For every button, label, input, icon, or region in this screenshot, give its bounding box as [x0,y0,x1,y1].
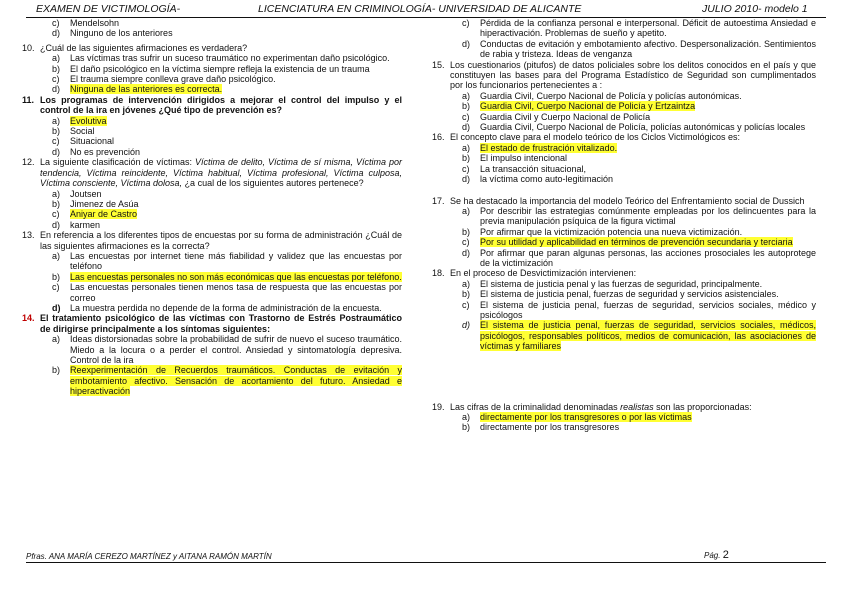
question-11: 11. Los programas de intervención dirigidos a mejorar el control del impulso y el control de la ira en jóvenes ¿Qué tipo de prevención es? [22,94,402,116]
option: d) la víctima como auto-legitimación [462,174,614,185]
option-highlighted: a) El estado de frustración vitalizado. [462,142,618,153]
option: b) El impulso intencional [462,153,568,164]
footer-authors: Pfras. ANA MARÍA CEREZO MARTÍNEZ y AITANA RAMÓN MARTÍN [26,552,272,561]
page-number: Pág. 2 [704,549,729,561]
option: b) Por afirmar que la victimización potencia una nueva victimización. [462,226,743,237]
option: c) Guardia Civil y Cuerpo Nacional de Policía [462,111,651,122]
degree-title: LICENCIATURA EN CRIMINOLOGÍA- UNIVERSIDAD DE ALICANTE [258,3,582,15]
option-highlighted: d) Ninguna de las anteriores es correcta. [52,84,223,95]
option: c) La transacción situacional, [462,163,587,174]
option: d) karmen [52,219,101,230]
option: b) directamente por los transgresores [462,422,620,433]
option: a) Guardia Civil, Cuerpo Nacional de Policía y policías autonómicas. [462,90,742,101]
option: a) Por describir las estrategias comúnmente empleadas por los delincuentes para la previa manipulación psíquica de la figura victimal [462,205,816,227]
option: d) Por afirmar que paran algunas personas, las acciones prosociales les autoprotege de la victimización [462,247,816,268]
question-12: 12. La siguiente clasificación de víctimas: Víctima de delito, Víctima de sí misma, Víctima por tendencia, Víctima reincidente, Víctima habitual, Víctima profesional, Víctima culposa, Víctima consciente, Víctima dolosa, ¿a cual de los siguientes autores pertenece? [22,157,402,189]
question-14: 14. El tratamiento psicológico de las víctimas con Trastorno de Estrés Postraumático de dirigirse principalmente a los síntomas siguientes: [22,313,402,334]
option: a) Las encuestas por internet tiene más fiabilidad y validez que las encuestas por teléfono [52,250,402,272]
option: d) Conductas de evitación y embotamiento afectivo. Despersonalización. Sentimientos de rabia y tristeza. Ideas de venganza [462,38,816,60]
option-highlighted: b) Guardia Civil, Cuerpo Nacional de Policía y Ertzaintza [462,101,696,112]
right-column [432,18,816,433]
option-highlighted: b) Reexperimentación de Recuerdos traumáticos. Conductas de evitación y embotamiento afectivo. Sensación de acortamiento del futuro. Ansiedad e hiperactivación [52,365,402,397]
option: d) La muestra perdida no depende de la forma de administración de la encuesta. [52,302,382,313]
option: d) Guardia Civil, Cuerpo Nacional de Policía, policías autonómicas y policías locales [462,122,806,133]
question-17: 17. Se ha destacado la importancia del modelo Teórico del Enfrentamiento social de Dussich [432,195,805,206]
exam-date: JULIO 2010- modelo 1 [702,3,808,15]
option: b) El sistema de justicia penal, fuerzas de seguridad y servicios asistenciales. [462,289,779,300]
option: b) Social [52,126,95,137]
option: b) El daño psicológico en la víctima siempre refleja la existencia de un trauma [52,63,370,74]
footer-rule [26,562,826,563]
option: a) Joutsen [52,188,102,199]
option-highlighted: c) Por su utilidad y aplicabilidad en términos de prevención secundaria y terciaria [462,237,793,248]
option: a) Ideas distorsionadas sobre la probabilidad de sufrir de nuevo el suceso traumático. Miedo a la locura o a perder el control. Ansiedad y sintomatología depresiva. Control de la ira [52,334,402,365]
option: c) El trauma siempre conlleva grave daño psicológico. [52,74,276,85]
option: d) Ninguno de los anteriores [52,28,173,39]
option: c) Situacional [52,136,115,147]
option: c) El sistema de justicia penal, fuerzas de seguridad, servicios sociales, médico y psicólogos [462,299,816,320]
question-16: 16. El concepto clave para el modelo teórico de los Ciclos Victimológicos es: [432,132,740,143]
question-18: 18. En el proceso de Desvictimización intervienen: [432,268,637,279]
question-19: 19. Las cifras de la criminalidad denominadas realistas son las proporcionadas: [432,401,752,412]
exam-title: EXAMEN DE VICTIMOLOGÍA- [36,3,181,15]
option-highlighted: a) Evolutiva [52,115,107,126]
option: c) Las encuestas personales tienen menos tasa de respuesta que las encuestas por correo [52,282,402,303]
question-10: 10. ¿Cuál de las siguientes afirmaciones es verdadera? [22,42,248,53]
page-header [26,4,826,16]
option: c) Mendelsohn [52,18,120,28]
question-13: 13. En referencia a los diferentes tipos de encuestas por su forma de administración ¿Cuál de las siguientes afirmaciones es la correcta? [22,230,402,251]
question-15: 15. Los cuestionarios (pitufos) de datos policiales sobre los delitos conocidos en el país y que constituyen las bases para del Programa Estadístico de Seguridad son cumplimentados por los funcionarios pertenecientes a : [432,59,816,91]
option-highlighted: a) directamente por los transgresores o por las víctimas [462,412,692,422]
option: c) Pérdida de la confianza personal e interpersonal. Déficit de autoestima Ansiedad e hiperactivación. Problemas de sueño y apetito. [462,18,816,39]
option: a) El sistema de justicia penal y las fuerzas de seguridad, principalmente. [462,278,763,289]
option-highlighted: d) El sistema de justicia penal, fuerzas de seguridad, servicios sociales, médicos, psicólogos, responsables políticos, medios de comunicación, las asociaciones de víctimas y familiares [462,320,816,352]
option: d) No es prevención [52,146,141,157]
option: b) Jimenez de Asúa [52,198,139,209]
option: a) Las víctimas tras sufrir un suceso traumático no experimentan daño psicológico. [52,53,390,64]
option-highlighted: c) Aniyar de Castro [52,209,138,220]
left-column [22,18,402,397]
option-highlighted: b) Las encuestas personales no son más económicas que las encuestas por teléfono. [52,271,402,282]
